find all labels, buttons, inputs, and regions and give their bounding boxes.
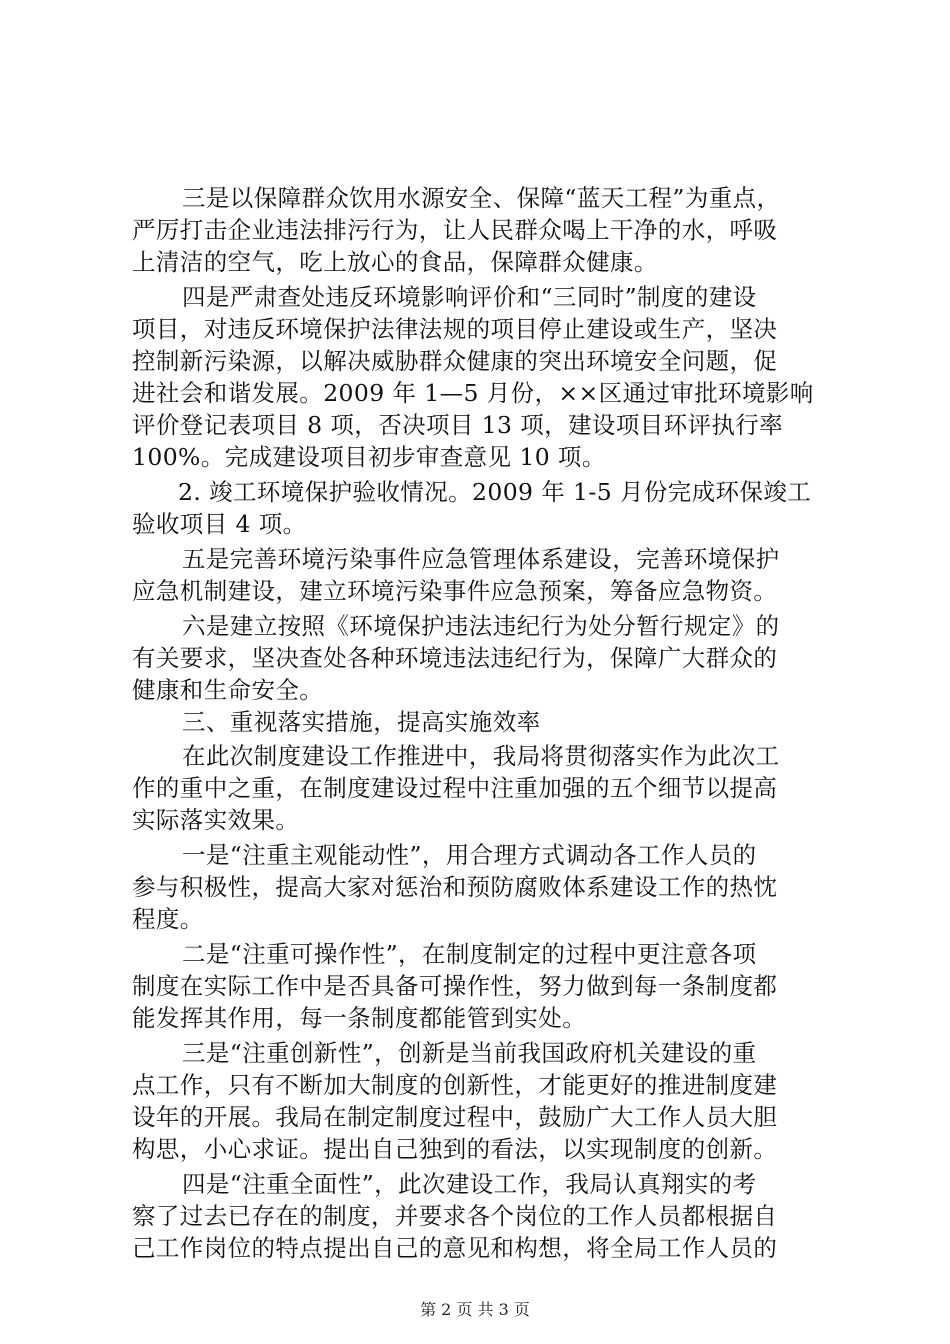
point-2-line-3: 能发挥其作用，每一条制度都能管到实处。: [132, 1004, 587, 1032]
item-2-line-1: 2. 竣工环境保护验收情况。2009 年 1-5 月份完成环保竣工: [178, 478, 812, 506]
point-3-line-4: 构思，小心求证。提出自己独到的看法，以实现制度的创新。: [132, 1135, 778, 1163]
point-1-line-3: 程度。: [132, 905, 204, 933]
point-3-line-2: 点工作，只有不断加大制度的创新性，才能更好的推进制度建: [132, 1071, 778, 1099]
intro-paragraph-line-3: 实际落实效果。: [132, 806, 300, 834]
paragraph-3-line-1: 三是以保障群众饮用水源安全、保障“蓝天工程”为重点，: [182, 184, 781, 212]
point-3-line-3: 设年的开展。我局在制定制度过程中，鼓励广大工作人员大胆: [132, 1103, 778, 1131]
paragraph-4-line-5: 评价登记表项目 8 项，否决项目 13 项，建设项目环评执行率: [132, 411, 784, 439]
paragraph-4-line-3: 控制新污染源，以解决威胁群众健康的突出环境安全问题，促: [132, 347, 778, 375]
item-2-line-2: 验收项目 4 项。: [132, 510, 307, 538]
point-1-line-1: 一是“注重主观能动性”，用合理方式调动各工作人员的: [182, 841, 757, 869]
point-4-line-1: 四是“注重全面性”，此次建设工作，我局认真翔实的考: [182, 1170, 757, 1198]
intro-paragraph-line-2: 作的重中之重，在制度建设过程中注重加强的五个细节以提高: [132, 774, 778, 802]
point-4-line-3: 己工作岗位的特点提出自己的意见和构想，将全局工作人员的: [132, 1234, 778, 1262]
paragraph-6-line-3: 健康和生命安全。: [132, 676, 324, 704]
paragraph-5-line-2: 应急机制建设，建立环境污染事件应急预案，筹备应急物资。: [132, 577, 778, 605]
point-2-line-1: 二是“注重可操作性”，在制度制定的过程中更注意各项: [182, 940, 757, 968]
paragraph-3-line-2: 严厉打击企业违法排污行为，让人民群众喝上干净的水，呼吸: [132, 216, 778, 244]
point-2-line-2: 制度在实际工作中是否具备可操作性，努力做到每一条制度都: [132, 972, 778, 1000]
page-footer: 第 2 页 共 3 页: [420, 1300, 530, 1319]
point-1-line-2: 参与积极性，提高大家对惩治和预防腐败体系建设工作的热忱: [132, 873, 778, 901]
paragraph-3-line-3: 上清洁的空气，吃上放心的食品，保障群众健康。: [132, 248, 658, 276]
paragraph-4-line-6: 100%。完成建设项目初步审查意见 10 项。: [132, 443, 606, 471]
point-4-line-2: 察了过去已存在的制度，并要求各个岗位的工作人员都根据自: [132, 1202, 778, 1230]
point-3-line-1: 三是“注重创新性”，创新是当前我国政府机关建设的重: [182, 1039, 757, 1067]
paragraph-6-line-1: 六是建立按照《环境保护违法违纪行为处分暂行规定》的: [182, 612, 780, 640]
section-heading-3: 三、重视落实措施，提高实施效率: [182, 708, 541, 736]
paragraph-4-line-1: 四是严肃查处违反环境影响评价和“三同时”制度的建设: [182, 283, 757, 311]
intro-paragraph-line-1: 在此次制度建设工作推进中，我局将贯彻落实作为此次工: [182, 742, 780, 770]
paragraph-4-line-2: 项目，对违反环境保护法律法规的项目停止建设或生产，坚决: [132, 315, 778, 343]
paragraph-5-line-1: 五是完善环境污染事件应急管理体系建设，完善环境保护: [182, 545, 780, 573]
paragraph-4-line-4: 进社会和谐发展。2009 年 1—5 月份，××区通过审批环境影响: [132, 379, 814, 407]
paragraph-6-line-2: 有关要求，坚决查处各种环境违法违纪行为，保障广大群众的: [132, 644, 778, 672]
